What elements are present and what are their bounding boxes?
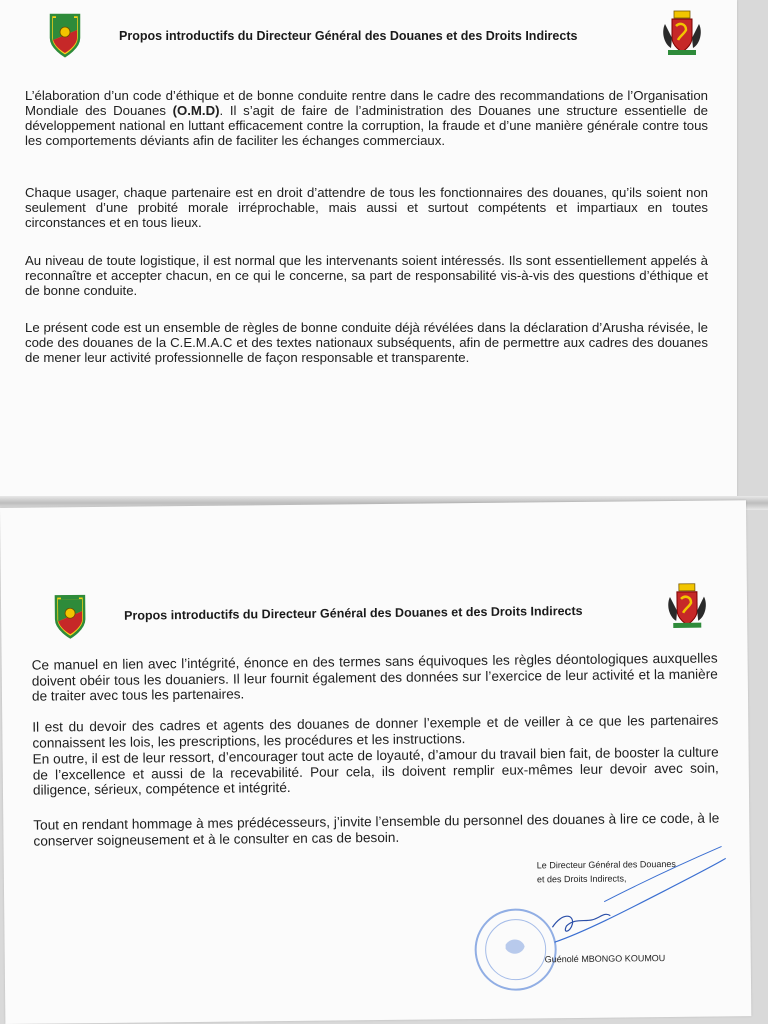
bottom-page xyxy=(0,500,751,1024)
manual-paragraph-4: Tout en rendant hommage à mes prédécesseurs, j’invite l’ensemble du personnel des douanes à lire ce code, à le conserver soigneusement et à le consulter en cas de besoin. xyxy=(33,810,720,849)
handwritten-signature-icon xyxy=(544,840,730,957)
top-page xyxy=(0,0,737,500)
intro-paragraph-2: Chaque usager, chaque partenaire est en droit d’attendre de tous les fonctionnaires des douanes, qu’ils soient non seulement d’une probité morale irréprochable, mais aussi et surtout compétents et impartiaux en toutes circonstances et en tous lieux. xyxy=(25,185,708,230)
intro-paragraph-1-start: L’élaboration d’un code d’éthique et de bonne conduite rentre dans le cadre des recommandations de l’Organisation Mondiale des Douanes xyxy=(25,88,708,118)
manual-paragraph-2: Il est du devoir des cadres et agents des douanes de donner l’exemple et de veiller à ce que les partenaires connaissent les lois, les prescriptions, les procédures et les instructions. xyxy=(32,712,719,751)
intro-paragraph-3: Au niveau de toute logistique, il est normal que les intervenants soient intéressés. Ils sont essentiellement appelés à reconnaître et accepter chacun, en ce qui le concerne, sa part de responsabilité vis-à-vis des questions d’éthique et de bonne conduite. xyxy=(25,253,708,298)
signature-title-line-2: et des Droits Indirects, xyxy=(536,873,627,885)
customs-emblem-icon xyxy=(53,593,88,644)
intro-paragraph-1 xyxy=(25,88,708,148)
congo-coat-of-arms-icon xyxy=(665,583,710,636)
customs-emblem-icon xyxy=(48,12,82,63)
signature-title-line-1: Le Directeur Général des Douanes xyxy=(536,858,676,871)
intro-paragraph-1-end: . Il s’agit de faire de l’administration des Douanes une structure essentielle de développement national en luttant efficacement contre la corruption, la fraude et d’une manière générale contre tous les comportements déviants afin de faciliter les échanges commerciaux. xyxy=(25,103,708,148)
congo-coat-of-arms-icon xyxy=(660,10,704,63)
manual-paragraph-1: Ce manuel en lien avec l’intégrité, énonce en des termes sans équivoques les règles déontologiques auxquelles doivent obéir tous les douaniers. Il leur fournit également des données sur l’exercice de leur activité et la manière de traiter avec tous les partenaires. xyxy=(31,650,718,704)
signatory-name: Guénolé MBONGO KOUMOU xyxy=(544,953,666,965)
page-header-title-2: Propos introductifs du Directeur Général des Douanes et des Droits Indirects xyxy=(124,603,583,623)
page-header-title: Propos introductifs du Directeur Général des Douanes et des Droits Indirects xyxy=(119,29,578,43)
omd-acronym: (O.M.D) xyxy=(172,103,220,118)
manual-paragraph-3: En outre, il est de leur ressort, d’encourager tout acte de loyauté, d’amour du travail bien fait, de booster la culture de l’excellence et aussi de la recevabilité. Pour cela, ils doivent remplir eux-mêmes leur devoir avec soin, diligence, sérieux, compétence et intégrité. xyxy=(32,744,719,798)
intro-paragraph-4: Le présent code est un ensemble de règles de bonne conduite déjà révélées dans la déclaration d’Arusha révisée, le code des douanes de la C.E.M.A.C et des textes nationaux subséquents, afin de permettre aux cadres des douanes de mener leur activité professionnelle de façon responsable et transparente. xyxy=(25,320,708,365)
